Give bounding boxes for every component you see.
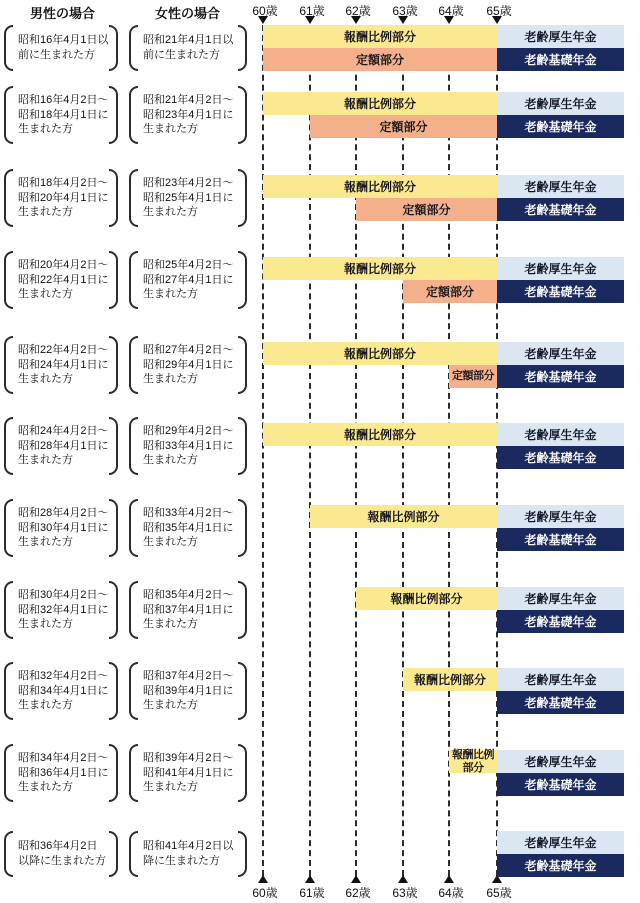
right-bracket-icon: [109, 25, 118, 71]
right-bracket-icon: [109, 744, 118, 802]
birth-range-line: 生まれた方: [143, 373, 198, 386]
rorei-kosei-nenkin-bar: 老齢厚生年金: [497, 505, 624, 528]
teigaku-bar: 定額部分: [449, 365, 497, 388]
birth-range-text-women: [138, 581, 238, 639]
teigaku-bar: 定額部分: [310, 115, 497, 138]
birth-range-line: 昭和27年4月1日に: [143, 273, 234, 286]
left-bracket-icon: [4, 86, 13, 144]
birth-range-line: 昭和23年4月1日に: [143, 108, 234, 121]
birth-range-women: [129, 169, 247, 227]
birth-range-line: 生まれた方: [18, 699, 73, 712]
axis-tick-triangle-up-icon: [398, 875, 408, 883]
birth-range-women: [129, 662, 247, 720]
birth-range-line: 昭和29年4月2日～: [143, 424, 234, 437]
rorei-kiso-nenkin-bar: 老齢基礎年金: [497, 115, 624, 138]
birth-range-line: 前に生まれた方: [143, 49, 220, 61]
birth-range-line: 昭和36年4月1日に: [18, 766, 109, 779]
rorei-kosei-nenkin-bar: 老齢厚生年金: [497, 587, 624, 610]
women-column-header: 女性の場合: [155, 6, 221, 21]
rorei-kosei-nenkin-bar: 老齢厚生年金: [497, 257, 624, 280]
birth-range-women: [129, 831, 247, 877]
hoshu-hirei-bar-line: 報酬比例: [452, 748, 494, 761]
axis-tick-triangle-down-icon: [351, 16, 361, 24]
birth-range-line: 昭和22年4月2日～: [18, 343, 109, 356]
rorei-kosei-nenkin-bar: 老齢厚生年金: [497, 92, 624, 115]
birth-range-men: [4, 744, 118, 802]
birth-range-line: 生まれた方: [143, 781, 198, 794]
birth-range-text-men: [13, 169, 109, 227]
birth-range-text-men: [13, 417, 109, 475]
birth-range-line: 降に生まれた方: [143, 855, 220, 867]
men-column-header: 男性の場合: [30, 6, 96, 21]
axis-tick-triangle-up-icon: [351, 875, 361, 883]
axis-age-label-top: 62歳: [345, 4, 371, 18]
birth-range-women: [129, 25, 247, 71]
timeline-dashed-gridline: [262, 25, 264, 876]
right-bracket-icon: [238, 499, 247, 557]
rorei-kosei-nenkin-bar: 老齢厚生年金: [497, 668, 624, 691]
left-bracket-icon: [4, 744, 13, 802]
rorei-kiso-nenkin-bar: 老齢基礎年金: [497, 446, 624, 469]
axis-age-label-bottom: 60歳: [252, 886, 278, 900]
right-bracket-icon: [238, 86, 247, 144]
right-bracket-icon: [109, 251, 118, 309]
hoshu-hirei-bar: [449, 750, 497, 773]
axis-tick-triangle-up-icon: [258, 875, 268, 883]
birth-range-women: [129, 499, 247, 557]
birth-range-text-men: [13, 336, 109, 394]
rorei-kosei-nenkin-bar: 老齢厚生年金: [497, 25, 624, 48]
birth-range-line: 生まれた方: [18, 454, 73, 467]
birth-range-line: 昭和34年4月1日に: [18, 684, 109, 697]
birth-range-men: [4, 831, 118, 877]
birth-range-line: 生まれた方: [143, 618, 198, 631]
timeline-dashed-gridline: [402, 25, 404, 876]
rorei-kiso-nenkin-bar: 老齢基礎年金: [497, 691, 624, 714]
left-bracket-icon: [4, 499, 13, 557]
birth-range-women: [129, 251, 247, 309]
left-bracket-icon: [129, 499, 138, 557]
birth-range-women: [129, 744, 247, 802]
hoshu-hirei-bar: 報酬比例部分: [356, 587, 497, 610]
right-bracket-icon: [109, 86, 118, 144]
birth-range-men: [4, 499, 118, 557]
birth-range-text-women: [138, 25, 238, 71]
timeline-dashed-gridline: [309, 25, 311, 876]
left-bracket-icon: [129, 662, 138, 720]
rorei-kiso-nenkin-bar: 老齢基礎年金: [497, 198, 624, 221]
birth-range-line: 生まれた方: [18, 123, 73, 136]
birth-range-line: 生まれた方: [18, 618, 73, 631]
rorei-kiso-nenkin-bar: 老齢基礎年金: [497, 610, 624, 633]
birth-range-line: 昭和39年4月1日に: [143, 684, 234, 697]
axis-tick-triangle-down-icon: [258, 16, 268, 24]
left-bracket-icon: [4, 417, 13, 475]
birth-range-line: 昭和27年4月2日～: [143, 343, 234, 356]
birth-range-line: 生まれた方: [18, 206, 73, 219]
left-bracket-icon: [129, 581, 138, 639]
birth-range-men: [4, 417, 118, 475]
birth-range-men: [4, 25, 118, 71]
left-bracket-icon: [129, 831, 138, 877]
birth-range-line: 生まれた方: [18, 373, 73, 386]
birth-range-text-women: [138, 499, 238, 557]
left-bracket-icon: [4, 581, 13, 639]
teigaku-bar: 定額部分: [403, 280, 497, 303]
birth-range-text-women: [138, 831, 238, 877]
axis-age-label-top: 65歳: [486, 4, 512, 18]
axis-tick-triangle-down-icon: [444, 16, 454, 24]
birth-range-women: [129, 581, 247, 639]
rorei-kosei-nenkin-bar: 老齢厚生年金: [497, 831, 624, 854]
birth-range-line: 生まれた方: [143, 288, 198, 301]
rorei-kosei-nenkin-bar: 老齢厚生年金: [497, 423, 624, 446]
birth-range-text-men: [13, 499, 109, 557]
birth-range-line: 生まれた方: [143, 699, 198, 712]
axis-age-label-bottom: 62歳: [345, 886, 371, 900]
rorei-kosei-nenkin-bar: 老齢厚生年金: [497, 750, 624, 773]
birth-range-women: [129, 336, 247, 394]
birth-range-text-men: [13, 744, 109, 802]
birth-range-line: 以降に生まれた方: [18, 855, 106, 867]
left-bracket-icon: [4, 336, 13, 394]
axis-age-label-top: 60歳: [252, 4, 278, 18]
birth-range-line: 昭和18年4月1日に: [18, 108, 109, 121]
right-bracket-icon: [238, 25, 247, 71]
hoshu-hirei-bar: 報酬比例部分: [263, 342, 497, 365]
axis-age-label-bottom: 64歳: [438, 886, 464, 900]
birth-range-line: 前に生まれた方: [18, 49, 95, 61]
birth-range-line: 昭和37年4月2日～: [143, 669, 234, 682]
birth-range-line: 生まれた方: [143, 123, 198, 136]
right-bracket-icon: [238, 662, 247, 720]
birth-range-line: 生まれた方: [18, 288, 73, 301]
axis-age-label-bottom: 63歳: [392, 886, 418, 900]
rorei-kiso-nenkin-bar: 老齢基礎年金: [497, 365, 624, 388]
right-bracket-icon: [109, 336, 118, 394]
rorei-kiso-nenkin-bar: 老齢基礎年金: [497, 280, 624, 303]
birth-range-line: 昭和37年4月1日に: [143, 603, 234, 616]
hoshu-hirei-bar: 報酬比例部分: [310, 505, 497, 528]
rorei-kiso-nenkin-bar: 老齢基礎年金: [497, 48, 624, 71]
birth-range-line: 生まれた方: [143, 536, 198, 549]
rorei-kiso-nenkin-bar: 老齢基礎年金: [497, 854, 624, 877]
birth-range-line: 昭和36年4月2日: [18, 840, 98, 853]
birth-range-line: 昭和41年4月1日に: [143, 766, 234, 779]
birth-range-line: 昭和30年4月2日～: [18, 588, 109, 601]
birth-range-text-women: [138, 169, 238, 227]
left-bracket-icon: [129, 744, 138, 802]
birth-range-line: 生まれた方: [143, 454, 198, 467]
timeline-dashed-gridline: [355, 25, 357, 876]
birth-range-line: 昭和28年4月2日～: [18, 506, 109, 519]
right-bracket-icon: [109, 417, 118, 475]
left-bracket-icon: [129, 251, 138, 309]
rorei-kiso-nenkin-bar: 老齢基礎年金: [497, 528, 624, 551]
birth-range-text-men: [13, 86, 109, 144]
birth-range-line: 昭和25年4月1日に: [143, 191, 234, 204]
birth-range-text-men: [13, 662, 109, 720]
birth-range-line: 昭和32年4月2日～: [18, 669, 109, 682]
birth-range-line: 昭和30年4月1日に: [18, 521, 109, 534]
birth-range-line: 昭和22年4月1日に: [18, 273, 109, 286]
birth-range-line: 昭和33年4月2日～: [143, 506, 234, 519]
left-bracket-icon: [129, 417, 138, 475]
birth-range-text-women: [138, 417, 238, 475]
birth-range-women: [129, 417, 247, 475]
birth-range-line: 昭和21年4月1日以: [143, 34, 234, 47]
hoshu-hirei-bar: 報酬比例部分: [263, 257, 497, 280]
birth-range-women: [129, 86, 247, 144]
birth-range-line: 昭和35年4月1日に: [143, 521, 234, 534]
left-bracket-icon: [4, 25, 13, 71]
rorei-kiso-nenkin-bar: 老齢基礎年金: [497, 773, 624, 796]
right-bracket-icon: [238, 831, 247, 877]
right-bracket-icon: [109, 581, 118, 639]
birth-range-line: 昭和34年4月2日～: [18, 751, 109, 764]
teigaku-bar: 定額部分: [356, 198, 497, 221]
right-bracket-icon: [238, 581, 247, 639]
left-bracket-icon: [129, 86, 138, 144]
hoshu-hirei-bar: 報酬比例部分: [263, 175, 497, 198]
right-bracket-icon: [109, 831, 118, 877]
birth-range-text-men: [13, 831, 109, 877]
birth-range-text-women: [138, 336, 238, 394]
birth-range-line: 昭和41年4月2日以: [143, 840, 234, 853]
axis-age-label-top: 64歳: [438, 4, 464, 18]
teigaku-bar: 定額部分: [263, 48, 497, 71]
axis-tick-triangle-up-icon: [444, 875, 454, 883]
birth-range-line: 昭和20年4月1日に: [18, 191, 109, 204]
timeline-dashed-gridline: [448, 25, 450, 876]
hoshu-hirei-bar: 報酬比例部分: [263, 25, 497, 48]
birth-range-line: 昭和21年4月2日～: [143, 93, 234, 106]
birth-range-men: [4, 169, 118, 227]
birth-range-men: [4, 251, 118, 309]
birth-range-line: 昭和32年4月1日に: [18, 603, 109, 616]
left-bracket-icon: [4, 662, 13, 720]
rorei-kosei-nenkin-bar: 老齢厚生年金: [497, 175, 624, 198]
birth-range-line: 昭和16年4月1日以: [18, 34, 109, 47]
birth-range-text-women: [138, 744, 238, 802]
axis-tick-triangle-down-icon: [398, 16, 408, 24]
birth-range-men: [4, 86, 118, 144]
right-bracket-icon: [109, 662, 118, 720]
axis-age-label-bottom: 65歳: [486, 886, 512, 900]
birth-range-men: [4, 581, 118, 639]
birth-range-men: [4, 336, 118, 394]
birth-range-line: 昭和20年4月2日～: [18, 258, 109, 271]
birth-range-text-men: [13, 581, 109, 639]
hoshu-hirei-bar: 報酬比例部分: [403, 668, 497, 691]
axis-age-label-top: 61歳: [299, 4, 325, 18]
axis-age-label-top: 63歳: [392, 4, 418, 18]
birth-range-line: 昭和25年4月2日～: [143, 258, 234, 271]
birth-range-line: 昭和39年4月2日～: [143, 751, 234, 764]
hoshu-hirei-bar: 報酬比例部分: [263, 92, 497, 115]
birth-range-line: 昭和35年4月2日～: [143, 588, 234, 601]
birth-range-line: 生まれた方: [143, 206, 198, 219]
axis-tick-triangle-down-icon: [305, 16, 315, 24]
right-bracket-icon: [238, 169, 247, 227]
right-bracket-icon: [238, 251, 247, 309]
birth-range-text-men: [13, 251, 109, 309]
birth-range-text-women: [138, 251, 238, 309]
left-bracket-icon: [4, 831, 13, 877]
birth-range-line: 昭和16年4月2日～: [18, 93, 109, 106]
right-bracket-icon: [109, 499, 118, 557]
birth-range-line: 昭和24年4月1日に: [18, 358, 109, 371]
birth-range-text-women: [138, 662, 238, 720]
left-bracket-icon: [129, 169, 138, 227]
birth-range-line: 昭和18年4月2日～: [18, 176, 109, 189]
axis-tick-triangle-down-icon: [492, 16, 502, 24]
birth-range-line: 生まれた方: [18, 781, 73, 794]
right-bracket-icon: [238, 744, 247, 802]
axis-tick-triangle-up-icon: [305, 875, 315, 883]
right-bracket-icon: [238, 417, 247, 475]
left-bracket-icon: [4, 169, 13, 227]
left-bracket-icon: [129, 336, 138, 394]
hoshu-hirei-bar-line: 部分: [462, 761, 484, 774]
birth-range-line: 昭和24年4月2日～: [18, 424, 109, 437]
axis-age-label-bottom: 61歳: [299, 886, 325, 900]
right-bracket-icon: [238, 336, 247, 394]
left-bracket-icon: [129, 25, 138, 71]
rorei-kosei-nenkin-bar: 老齢厚生年金: [497, 342, 624, 365]
right-bracket-icon: [109, 169, 118, 227]
birth-range-line: 生まれた方: [18, 536, 73, 549]
birth-range-text-men: [13, 25, 109, 71]
birth-range-men: [4, 662, 118, 720]
birth-range-text-women: [138, 86, 238, 144]
hoshu-hirei-bar: 報酬比例部分: [263, 423, 497, 446]
birth-range-line: 昭和23年4月2日～: [143, 176, 234, 189]
birth-range-line: 昭和28年4月1日に: [18, 439, 109, 452]
birth-range-line: 昭和29年4月1日に: [143, 358, 234, 371]
left-bracket-icon: [4, 251, 13, 309]
birth-range-line: 昭和33年4月1日に: [143, 439, 234, 452]
